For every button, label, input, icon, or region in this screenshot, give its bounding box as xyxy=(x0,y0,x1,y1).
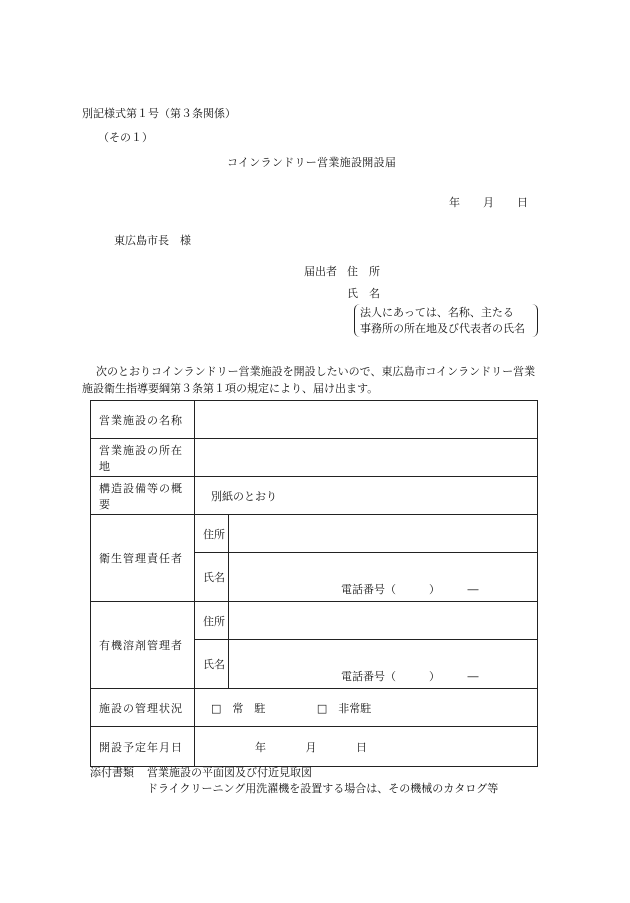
resident-checkbox[interactable]: □ 常 駐 xyxy=(211,701,266,715)
solvent-address-label: 住所 xyxy=(195,602,229,640)
solvent-name-field[interactable] xyxy=(229,640,538,689)
applicant-label: 届出者 xyxy=(304,265,337,278)
opening-year: 年 xyxy=(255,740,266,754)
form-number: 別記様式第１号（第３条関係） xyxy=(82,107,236,120)
corporate-note-line1: 法人にあっては、名称、主たる xyxy=(360,306,514,319)
intro-line1: 次のとおりコインランドリー営業施設を開設したいので、東広島市コインランドリー営業 xyxy=(96,365,536,378)
addressee: 東広島市長 様 xyxy=(114,234,191,247)
facility-location-label: 営業施設の所在地 xyxy=(91,439,195,477)
corporate-note-line2: 事務所の所在地及び代表者の氏名 xyxy=(360,322,525,335)
attachments-label: 添付書類 xyxy=(90,766,134,779)
structure-label: 構造設備等の概要 xyxy=(91,477,195,515)
row-management xyxy=(91,689,538,727)
hygiene-manager-label: 衛生管理責任者 xyxy=(91,515,195,602)
solvent-phone: 電話番号（ ） ― xyxy=(341,670,479,683)
solvent-manager-label: 有機溶剤管理者 xyxy=(91,602,195,689)
hygiene-name-label: 氏名 xyxy=(195,553,229,602)
applicant-address-label: 住 所 xyxy=(347,265,380,278)
application-table xyxy=(90,400,538,767)
applicant-name-label: 氏 名 xyxy=(347,287,380,300)
structure-value: 別紙のとおり xyxy=(195,477,538,515)
date-year: 年 xyxy=(449,196,460,209)
date-month: 月 xyxy=(483,196,494,209)
date-day: 日 xyxy=(517,196,528,209)
hygiene-name-field[interactable] xyxy=(229,553,538,602)
row-facility-name xyxy=(91,401,538,439)
row-structure xyxy=(91,477,538,515)
management-options xyxy=(195,689,538,727)
non-resident-checkbox[interactable]: □ 非常駐 xyxy=(316,701,372,715)
solvent-name-label: 氏名 xyxy=(195,640,229,689)
form-title: コインランドリー営業施設開設届 xyxy=(227,156,397,169)
facility-name-label: 営業施設の名称 xyxy=(91,401,195,439)
opening-date-label: 開設予定年月日 xyxy=(91,727,195,767)
opening-day: 日 xyxy=(356,740,367,754)
attachment-item2: ドライクリーニング用洗濯機を設置する場合は、その機械のカタログ等 xyxy=(147,782,499,795)
row-solvent-address xyxy=(91,602,538,640)
facility-location-field[interactable] xyxy=(195,439,538,477)
hygiene-phone: 電話番号（ ） ― xyxy=(341,583,479,596)
hygiene-address-field[interactable] xyxy=(229,515,538,553)
management-label: 施設の管理状況 xyxy=(91,689,195,727)
opening-month: 月 xyxy=(305,740,317,754)
row-hygiene-address xyxy=(91,515,538,553)
form-part: （その１） xyxy=(98,131,153,144)
opening-date-field[interactable] xyxy=(195,727,538,767)
attachment-item1: 営業施設の平面図及び付近見取図 xyxy=(147,766,312,779)
solvent-address-field[interactable] xyxy=(229,602,538,640)
facility-name-field[interactable] xyxy=(195,401,538,439)
hygiene-address-label: 住所 xyxy=(195,515,229,553)
intro-line2: 施設衛生指導要綱第３条第１項の規定により、届け出ます。 xyxy=(82,382,379,395)
row-facility-location xyxy=(91,439,538,477)
row-opening-date xyxy=(91,727,538,767)
